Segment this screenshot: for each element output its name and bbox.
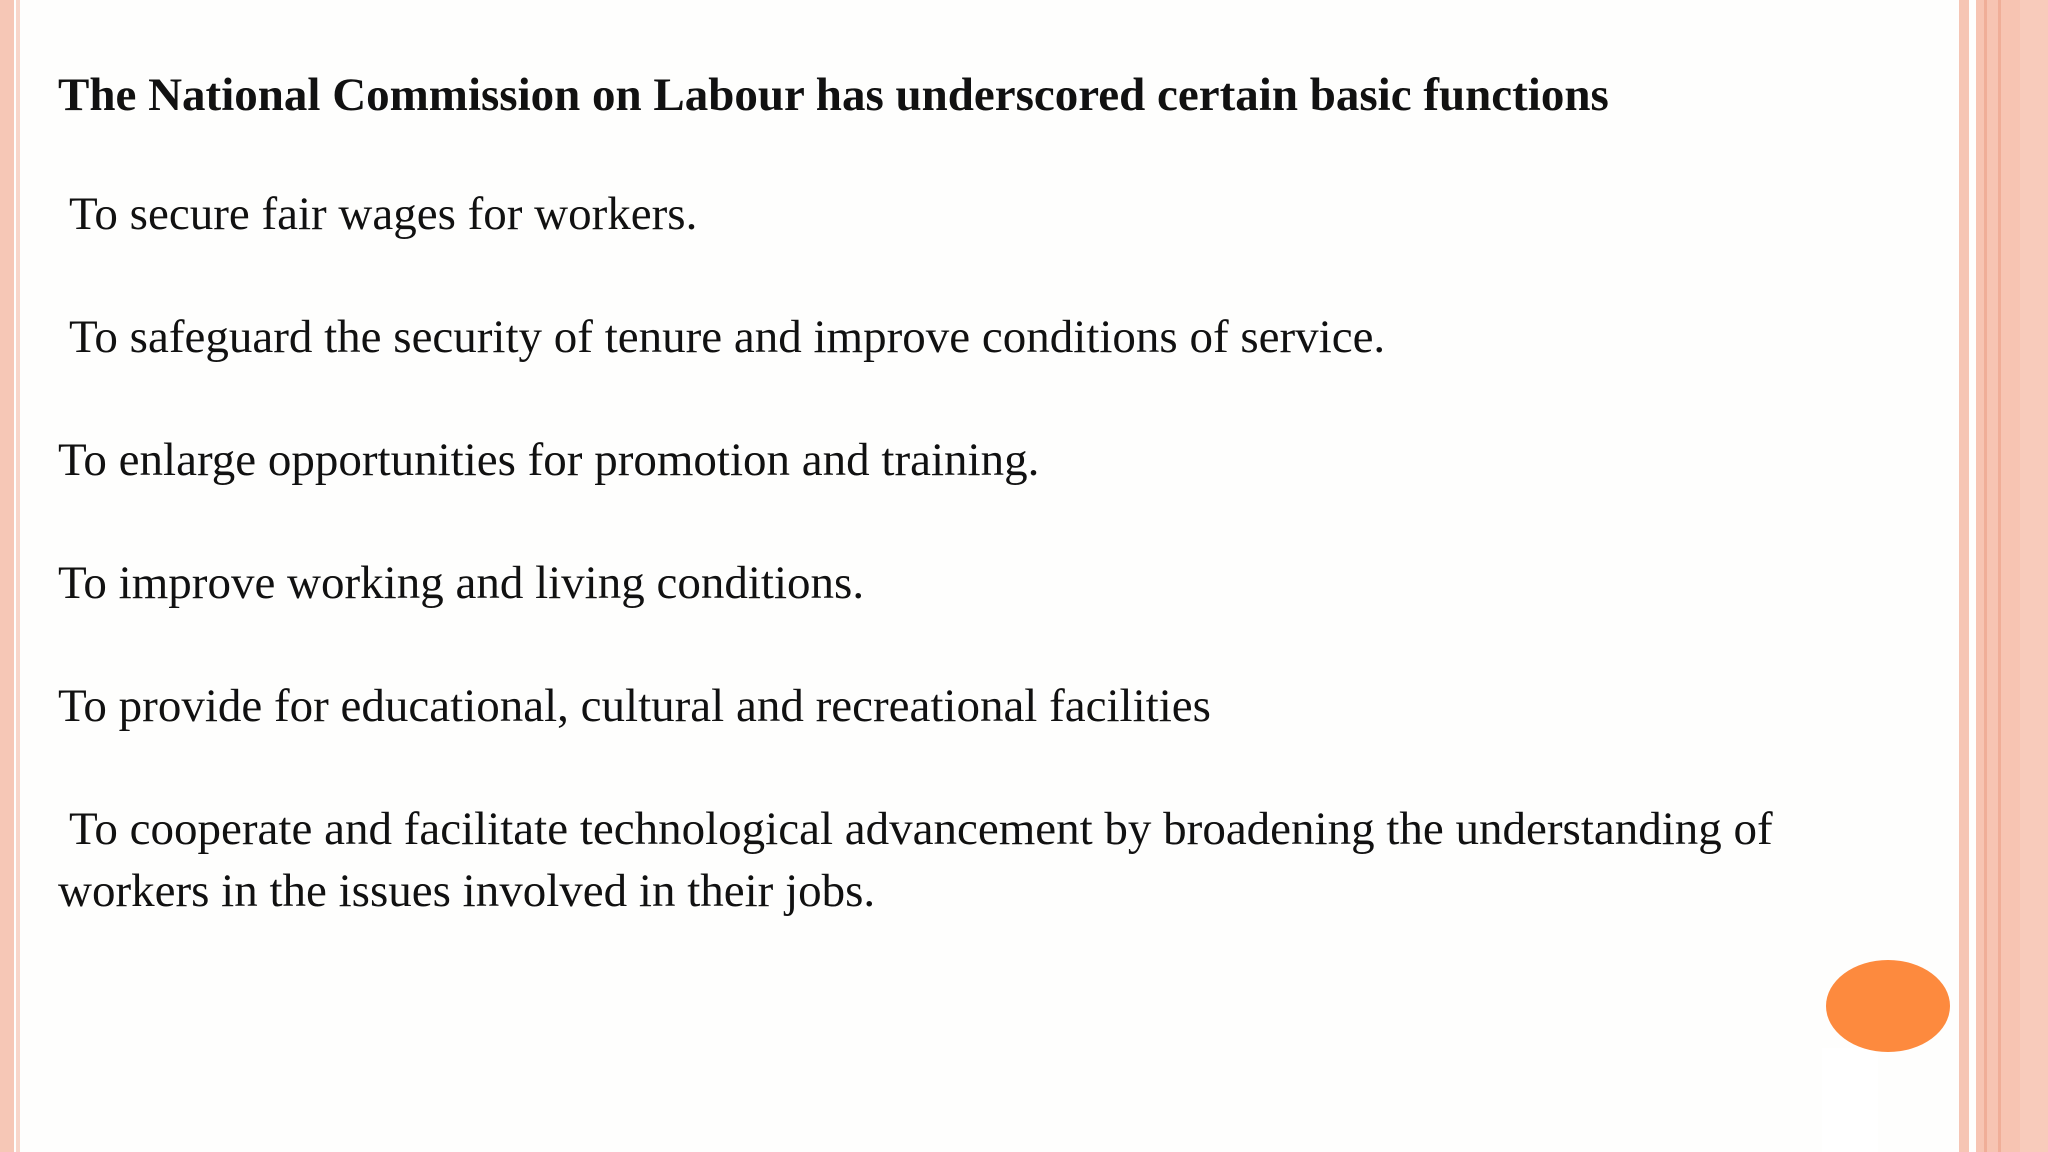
function-item-promotion-training: To enlarge opportunities for promotion and training.	[58, 434, 1040, 486]
right-border-stripe-3	[2020, 0, 2048, 1152]
orange-dot-decoration	[1826, 960, 1950, 1052]
left-border-stripe-inner	[16, 0, 20, 1152]
function-item-fair-wages: To secure fair wages for workers.	[69, 188, 698, 240]
function-item-security-of-tenure: To safeguard the security of tenure and improve conditions of service.	[69, 311, 1386, 363]
slide-heading: The National Commission on Labour has underscored certain basic functions	[58, 69, 1609, 121]
function-item-technological-advancement: To cooperate and facilitate technological advancement by broadening the understanding of workers in the issues involved in their jobs.	[58, 803, 1773, 917]
decorative-strip	[1822, 1048, 1878, 1152]
function-item-facilities: To provide for educational, cultural and recreational facilities	[58, 680, 1211, 732]
right-border-line-1	[1984, 0, 1987, 1152]
right-border-line-2	[1998, 0, 2001, 1152]
slide-content	[58, 62, 1888, 922]
right-border-stripe-1	[1959, 0, 1969, 1152]
function-item-working-conditions: To improve working and living conditions.	[58, 557, 865, 609]
left-border-stripe	[0, 0, 14, 1152]
